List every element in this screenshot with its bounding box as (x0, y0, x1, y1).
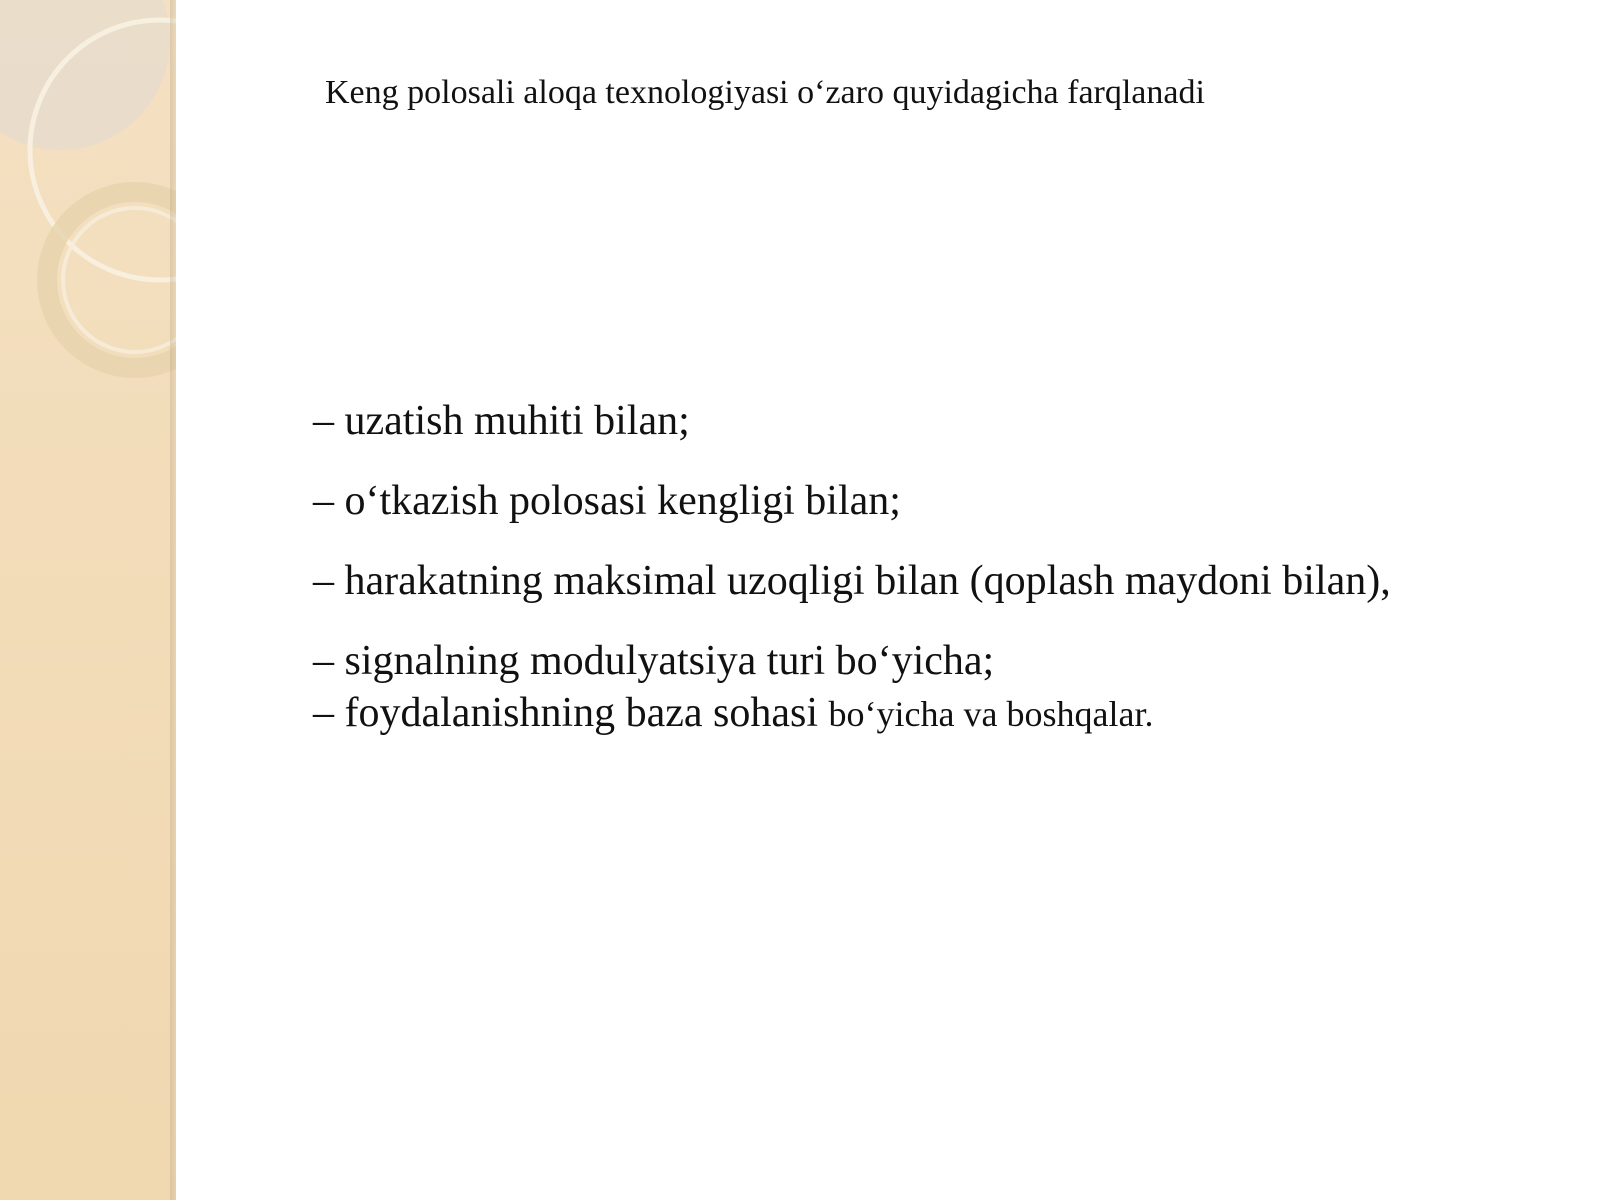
side-decor-panel (0, 0, 176, 1200)
bullet-list (313, 395, 1583, 740)
bullet-last-tail: bo‘yicha va boshqalar. (828, 694, 1154, 734)
rings-decoration-icon (0, 0, 176, 420)
bullet-item: – o‘tkazish polosasi kengligi bilan; (313, 478, 901, 524)
bullet-item-last (313, 687, 1583, 740)
slide-title: Keng polosali aloqa texnologiyasi o‘zaro quyidagicha farqlanadi (325, 74, 1205, 111)
side-panel-edge (170, 0, 176, 1200)
bullet-last-main: – foydalanishning baza sohasi (313, 690, 829, 736)
bullet-item: – signalning modulyatsiya turi bo‘yicha; (313, 638, 995, 684)
bullet-item: – harakatning maksimal uzoqligi bilan (qoplash maydoni bilan), (313, 558, 1391, 604)
bullet-item: – uzatish muhiti bilan; (313, 398, 690, 444)
